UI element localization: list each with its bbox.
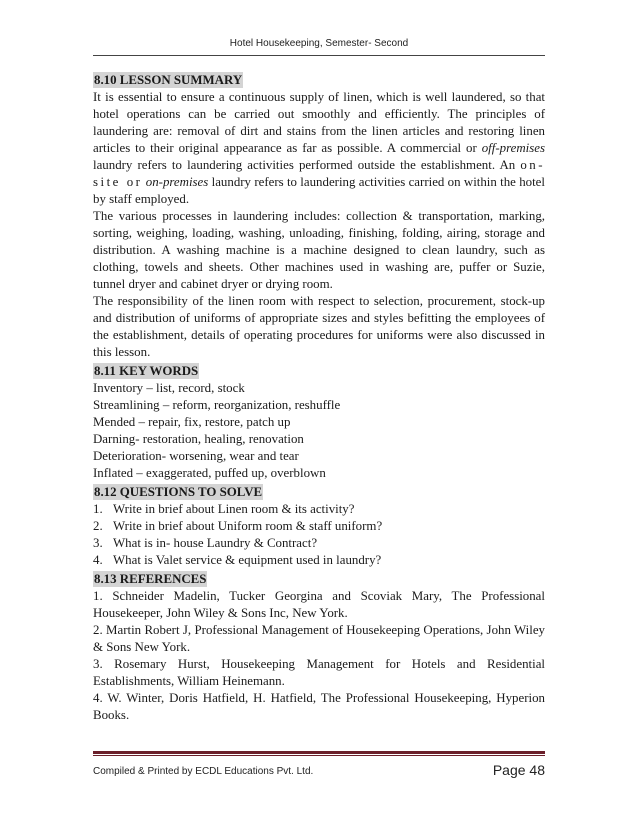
question-item xyxy=(93,501,545,518)
on-premises-term: on-premises xyxy=(145,175,209,189)
reference-item: 3. Rosemary Hurst, Housekeeping Management for Hotels and Residential Establishments, William Heinemann. xyxy=(93,657,545,688)
footer-publisher: Compiled & Printed by ECDL Educations Pvt. Ltd. xyxy=(93,766,314,777)
lesson-summary-heading: 8.10 LESSON SUMMARY xyxy=(94,73,243,87)
keyword-item: Mended – repair, fix, restore, patch up xyxy=(93,415,291,429)
section-lesson-summary xyxy=(93,70,545,89)
question-item xyxy=(93,535,545,552)
keyword-item: Inflated – exaggerated, puffed up, overblown xyxy=(93,466,326,480)
question-number: 4. xyxy=(93,553,103,567)
summary-p1-after: laundry refers to laundering activities carried on within the hotel by staff employed. xyxy=(93,175,545,206)
keyword-item: Darning- restoration, healing, renovation xyxy=(93,432,304,446)
question-item xyxy=(93,518,545,535)
page-number: Page 48 xyxy=(492,762,545,778)
footer-rule xyxy=(93,751,545,754)
reference-item: 4. W. Winter, Doris Hatfield, H. Hatfield, The Professional Housekeeping, Hyperion Books. xyxy=(93,691,545,722)
question-item xyxy=(93,552,545,569)
keyword-item: Streamlining – reform, reorganization, reshuffle xyxy=(93,398,341,412)
summary-paragraph-3: The responsibility of the linen room with respect to selection, procurement, stock-up and distribution of uniforms of appropriate sizes and styles befitting the employees of the establishment, details of operating procedures for uniforms were also discussed in this lesson. xyxy=(93,294,545,359)
summary-paragraph-1 xyxy=(93,89,545,208)
summary-paragraph-2: The various processes in laundering includes: collection & transportation, marking, sorting, weighing, loading, washing, unloading, finishing, folding, airing, storage and distribution. A washing machine is a machine designed to clean laundry, such as clothing, towels and sheets. Other machines used in washing are, puffer or Suzie, tunnel dryer and cabinet dryer or drying room. xyxy=(93,209,545,291)
questions-heading: 8.12 QUESTIONS TO SOLVE xyxy=(94,485,263,499)
question-text: What is Valet service & equipment used in laundry? xyxy=(113,553,382,567)
key-words-heading: 8.11 KEY WORDS xyxy=(94,364,199,378)
on-site-term: on-site or xyxy=(93,158,545,189)
summary-p1-mid: laundry refers to laundering activities performed outside the establishment. An xyxy=(93,158,521,172)
section-key-words xyxy=(93,361,545,380)
question-number: 3. xyxy=(93,536,103,550)
question-number: 1. xyxy=(93,502,103,516)
keyword-item: Deterioration- worsening, wear and tear xyxy=(93,449,299,463)
section-questions xyxy=(93,482,545,501)
page-content xyxy=(93,70,545,724)
question-number: 2. xyxy=(93,519,103,533)
reference-item: 2. Martin Robert J, Professional Management of Housekeeping Operations, John Wiley & Sons New York. xyxy=(93,623,545,654)
footer-rule-thin xyxy=(93,755,545,756)
off-premises-term: off-premises xyxy=(481,141,545,155)
question-text: Write in brief about Linen room & its activity? xyxy=(113,502,355,516)
references-heading: 8.13 REFERENCES xyxy=(94,572,207,586)
question-text: What is in- house Laundry & Contract? xyxy=(113,536,318,550)
header-rule xyxy=(93,55,545,56)
running-header: Hotel Housekeeping, Semester- Second xyxy=(229,38,409,49)
question-text: Write in brief about Uniform room & staff uniform? xyxy=(113,519,383,533)
section-references xyxy=(93,569,545,588)
keyword-item: Inventory – list, record, stock xyxy=(93,381,245,395)
summary-p1-before: It is essential to ensure a continuous supply of linen, which is well laundered, so that hotel operations can be carried out smoothly and efficiently. The principles of laundering are: removal of dirt and stains from the linen articles and restoring linen articles to their original appearance as far as possible. A commercial or xyxy=(93,90,545,155)
reference-item: 1. Schneider Madelin, Tucker Georgina and Scoviak Mary, The Professional Housekeeper, John Wiley & Sons Inc, New York. xyxy=(93,589,545,620)
